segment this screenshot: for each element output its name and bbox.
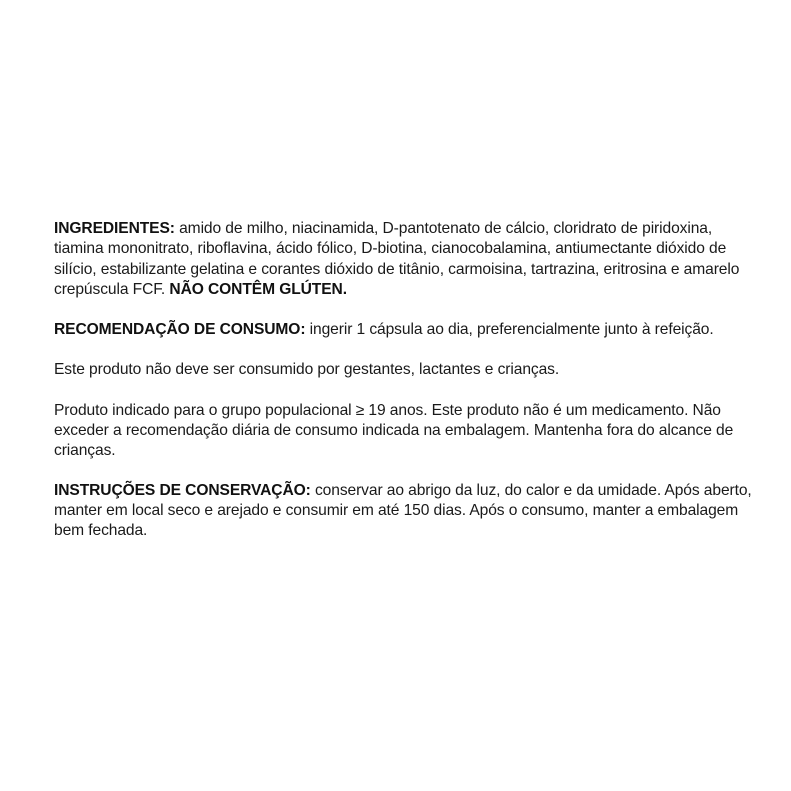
warning-paragraph: [54, 360, 759, 380]
ingredients-paragraph: [54, 219, 759, 300]
storage-paragraph: [54, 481, 759, 542]
recommendation-text: ingerir 1 cápsula ao dia, preferencialmente junto à refeição.: [305, 321, 714, 339]
storage-text: conservar ao abrigo da luz, do calor e da umidade. Após aberto, manter em local seco e arejado e consumir em até 150 dias. Após o consumo, manter a embalagem bem fechada.: [54, 481, 752, 540]
ingredients-text: amido de milho, niacinamida, D-pantotenato de cálcio, cloridrato de piridoxina, tiamina mononitrato, riboflavina, ácido fólico, D-biotina, cianocobalamina, antiumectante dióxido de silício, estabilizante gelatina e corantes dióxido de titânio, carmoisina, tartrazina, eritrosina e amarelo crepúscula FCF.: [54, 220, 740, 298]
gluten-notice: NÃO CONTÊM GLÚTEN.: [169, 280, 347, 298]
recommendation-paragraph: [54, 320, 759, 340]
storage-label: INSTRUÇÕES DE CONSERVAÇÃO:: [54, 481, 311, 499]
indication-text: Produto indicado para o grupo populacional ≥ 19 anos. Este produto não é um medicamento. Não exceder a recomendação diária de consumo indicada na embalagem. Mantenha fora do alcance de crianças.: [54, 401, 734, 460]
ingredients-label: INGREDIENTES:: [54, 220, 175, 237]
indication-paragraph: [54, 401, 759, 462]
label-text-block: [54, 219, 759, 562]
warning-text: Este produto não deve ser consumido por gestantes, lactantes e crianças.: [54, 361, 560, 379]
recommendation-label: RECOMENDAÇÃO DE CONSUMO:: [54, 321, 306, 339]
